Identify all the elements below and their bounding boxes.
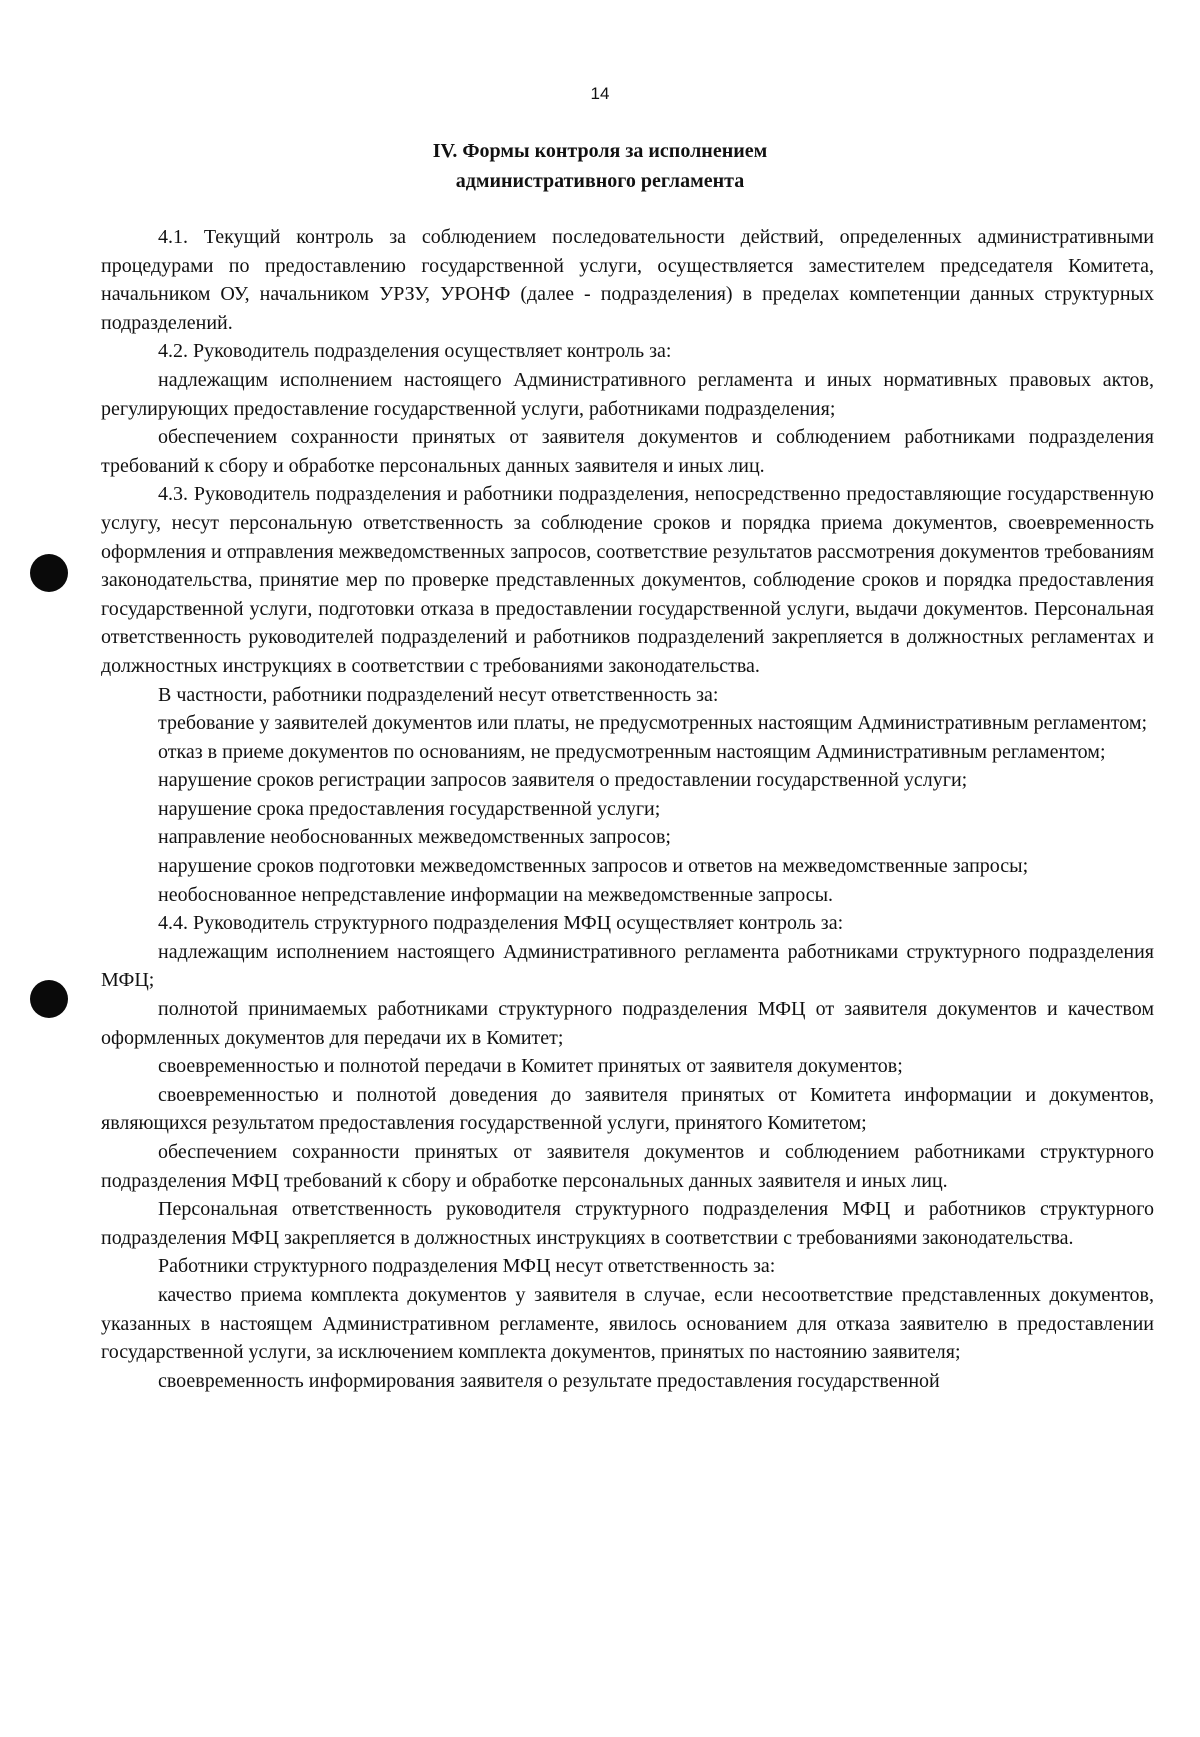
punch-hole-upper	[30, 554, 68, 592]
document-body	[101, 223, 1154, 1395]
section-title-line-1: IV. Формы контроля за исполнением	[432, 140, 768, 162]
paragraph: требование у заявителей документов или платы, не предусмотренных настоящим Административным регламентом;	[158, 712, 1148, 735]
paragraph: своевременность информирования заявителя о результате предоставления государственной	[158, 1369, 940, 1392]
paragraph: нарушение срока предоставления государственной услуги;	[158, 797, 661, 820]
punch-hole-lower	[30, 980, 68, 1018]
paragraph-4-4: 4.4. Руководитель структурного подразделения МФЦ осуществляет контроль за:	[158, 912, 844, 935]
paragraph: обеспечением сохранности принятых от заявителя документов и соблюдением работниками подразделения требований к сбору и обработке персональных данных заявителя и иных лиц.	[101, 426, 1154, 477]
paragraph-4-2: 4.2. Руководитель подразделения осуществляет контроль за:	[158, 340, 672, 363]
paragraph-4-1: 4.1. Текущий контроль за соблюдением последовательности действий, определенных административными процедурами по предоставлению государственной услуги, осуществляется заместителем председателя Комитета, начальником ОУ, начальником УРЗУ, УРОНФ (далее - подразделения) в пределах компетенции данных структурных подразделений.	[101, 226, 1154, 334]
paragraph: полнотой принимаемых работниками структурного подразделения МФЦ от заявителя документов и качеством оформленных документов для передачи их в Комитет;	[101, 998, 1154, 1049]
paragraph: Работники структурного подразделения МФЦ несут ответственность за:	[158, 1255, 776, 1278]
paragraph: направление необоснованных межведомственных запросов;	[158, 826, 671, 849]
paragraph: отказ в приеме документов по основаниям, не предусмотренным настоящим Административным регламентом;	[158, 740, 1106, 763]
paragraph: нарушение сроков подготовки межведомственных запросов и ответов на межведомственные запросы;	[158, 855, 1029, 878]
paragraph: своевременностью и полнотой передачи в Комитет принятых от заявителя документов;	[158, 1055, 903, 1078]
paragraph: качество приема комплекта документов у заявителя в случае, если несоответствие представленных документов, указанных в настоящем Административном регламенте, явилось основанием для отказа заявителю в предоставлении государственной услуги, за исключением комплекта документов, принятых по настоянию заявителя;	[101, 1283, 1154, 1364]
paragraph: своевременностью и полнотой доведения до заявителя принятых от Комитета информации и документов, являющихся результатом предоставления государственной услуги, принятого Комитетом;	[101, 1083, 1154, 1135]
paragraph: обеспечением сохранности принятых от заявителя документов и соблюдением работниками структурного подразделения МФЦ требований к сбору и обработке персональных данных заявителя и иных лиц.	[101, 1141, 1154, 1192]
section-title	[0, 136, 1200, 196]
section-title-line-2: административного регламента	[455, 170, 745, 192]
paragraph: необоснованное непредставление информации на межведомственные запросы.	[158, 883, 834, 906]
paragraph: нарушение сроков регистрации запросов заявителя о предоставлении государственной услуги;	[158, 769, 968, 792]
paragraph: В частности, работники подразделений несут ответственность за:	[158, 683, 719, 706]
paragraph: надлежащим исполнением настоящего Административного регламента и иных нормативных правовых актов, регулирующих предоставление государственной услуги, работниками подразделения;	[101, 368, 1154, 420]
page-number: 14	[590, 84, 610, 103]
paragraph-4-3: 4.3. Руководитель подразделения и работники подразделения, непосредственно предоставляющие государственную услугу, несут персональную ответственность за соблюдение сроков и порядка приема документов, своевременность оформления и отправления межведомственных запросов, соответствие результатов рассмотрения документов требованиям законодательства, принятие мер по проверке представленных документов, соблюдение сроков и порядка предоставления государственной услуги, подготовки отказа в предоставлении государственной услуги, выдачи документов. Персональная ответственность руководителей подразделений и работников подразделений закрепляется в должностных регламентах и должностных инструкциях в соответствии с требованиями законодательства.	[101, 483, 1154, 677]
paragraph: Персональная ответственность руководителя структурного подразделения МФЦ и работников структурного подразделения МФЦ закрепляется в должностных инструкциях в соответствии с требованиями законодательства.	[101, 1198, 1154, 1249]
paragraph: надлежащим исполнением настоящего Административного регламента работниками структурного подразделения МФЦ;	[101, 940, 1154, 992]
